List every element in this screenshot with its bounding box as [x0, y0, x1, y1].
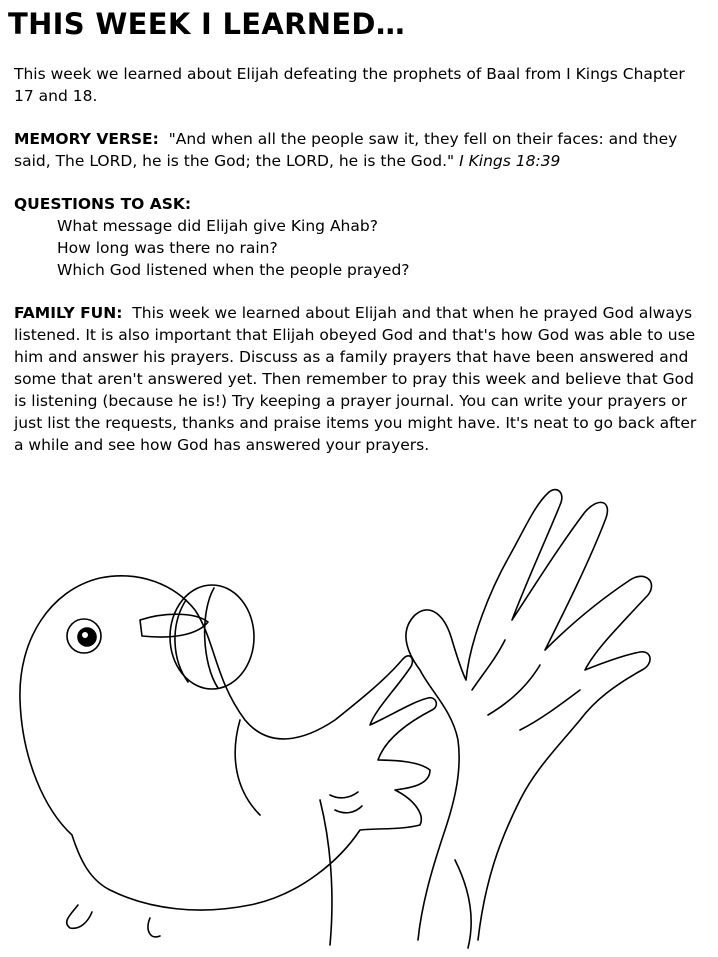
family-fun-paragraph [14, 302, 704, 456]
questions-section [14, 193, 704, 281]
memory-verse-reference: I Kings 18:39 [459, 152, 561, 170]
questions-list [14, 215, 704, 281]
raven-and-hand-illustration [0, 470, 718, 957]
memory-verse-text: "And when all the people saw it, they fell on their faces: and they said, The LORD, he is the God; the LORD, he is the God." [14, 130, 678, 170]
question-item: How long was there no rain? [57, 239, 278, 257]
page-title: THIS WEEK I LEARNED… [8, 7, 406, 41]
raised-hand-drawing [406, 490, 652, 940]
questions-label: QUESTIONS TO ASK: [14, 195, 192, 213]
family-fun-text: This week we learned about Elijah and that when he prayed God always listened. It is also important that Elijah obeyed God and that's how God was able to use him and answer his prayers. Discuss as a family prayers that have been answered and some that aren't answered yet. Then remember to pray this week and believe that God is listening (because he is!) Try keeping a prayer journal. You can write your prayers or just list the requests, thanks and praise items you might have. It's neat to go back after a while and see how God has answered your prayers. [14, 304, 697, 454]
family-fun-label: FAMILY FUN: [14, 304, 123, 322]
column-drawing [320, 800, 471, 948]
bread-drawing [170, 585, 254, 689]
lesson-content [14, 63, 704, 477]
intro-paragraph: This week we learned about Elijah defeating the prophets of Baal from I Kings Chapter 17 and 18. [14, 65, 685, 105]
raven-drawing [20, 576, 436, 937]
question-item: Which God listened when the people prayed? [57, 261, 410, 279]
memory-verse-label: MEMORY VERSE: [14, 130, 159, 148]
memory-verse-paragraph [14, 128, 704, 172]
question-item: What message did Elijah give King Ahab? [57, 217, 378, 235]
